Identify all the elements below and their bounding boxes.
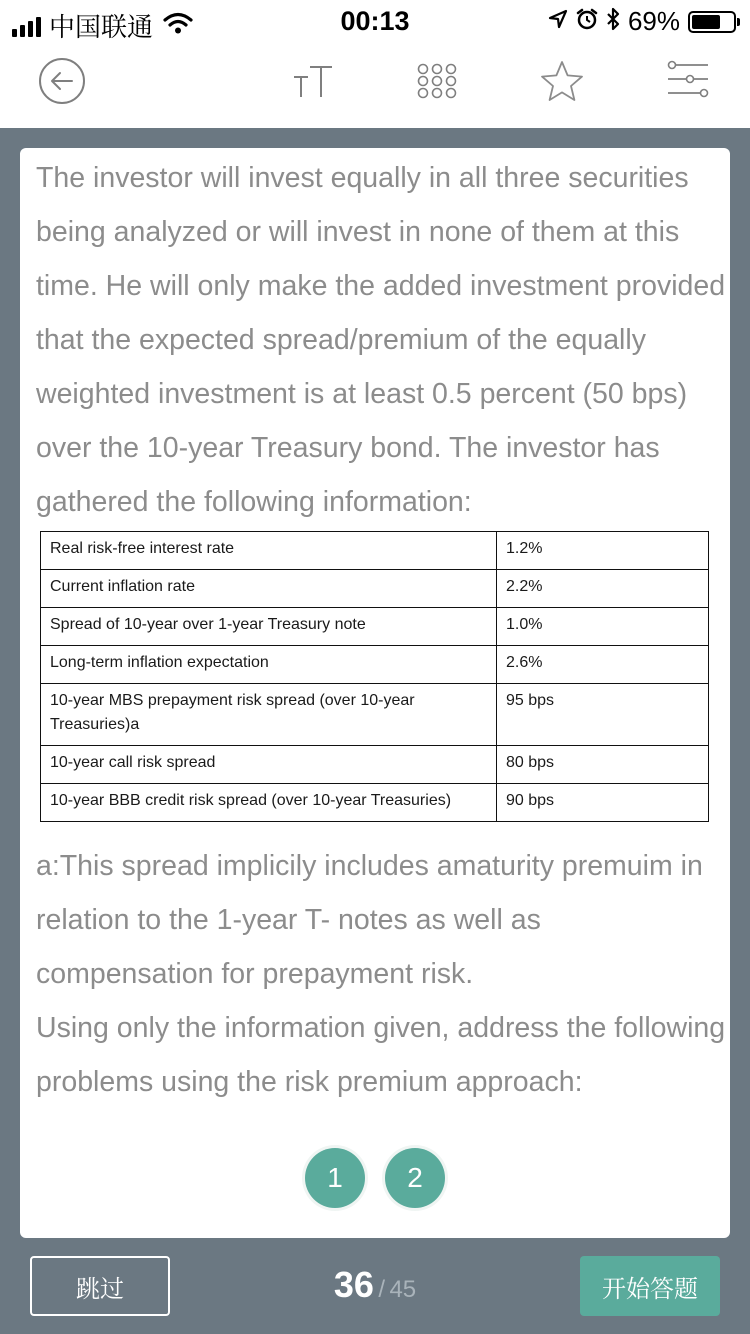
toolbar xyxy=(0,48,750,112)
bottom-bar xyxy=(0,1238,750,1334)
info-table xyxy=(40,531,709,822)
question-footer xyxy=(36,839,726,1109)
table-cell-label: Real risk-free interest rate xyxy=(41,532,497,570)
status-bar xyxy=(0,0,750,42)
back-arrow-icon[interactable] xyxy=(36,56,88,106)
sub-question-2-button[interactable]: 2 xyxy=(385,1148,445,1208)
location-icon xyxy=(548,9,568,34)
table-cell-label: 10-year call risk spread xyxy=(41,746,497,784)
skip-button[interactable]: 跳过 xyxy=(30,1256,170,1316)
table-cell-value: 80 bps xyxy=(497,746,709,784)
table-cell-value: 2.2% xyxy=(497,570,709,608)
page-separator: / xyxy=(378,1276,385,1303)
table-cell-label: 10-year BBB credit risk spread (over 10-year Treasuries) xyxy=(41,784,497,822)
question-card[interactable] xyxy=(20,148,730,1238)
table-cell-label: Current inflation rate xyxy=(41,570,497,608)
sub-question-1-button[interactable]: 1 xyxy=(305,1148,365,1208)
table-cell-value: 95 bps xyxy=(497,684,709,746)
star-icon[interactable] xyxy=(538,56,586,106)
table-row xyxy=(41,608,709,646)
table-row xyxy=(41,684,709,746)
top-area xyxy=(0,0,750,128)
table-row xyxy=(41,746,709,784)
table-cell-label: Spread of 10-year over 1-year Treasury note xyxy=(41,608,497,646)
battery-icon xyxy=(688,11,736,33)
table-cell-label: Long-term inflation expectation xyxy=(41,646,497,684)
table-row xyxy=(41,646,709,684)
table-row xyxy=(41,532,709,570)
question-instruction: Using only the information given, address the following problems using the risk premium approach: xyxy=(36,1012,726,1098)
carrier-name: 中国联通 xyxy=(49,12,154,42)
settings-sliders-icon[interactable] xyxy=(664,56,712,106)
font-size-icon[interactable] xyxy=(288,56,336,106)
table-cell-value: 1.2% xyxy=(497,532,709,570)
table-row xyxy=(41,784,709,822)
table-cell-value: 90 bps xyxy=(497,784,709,822)
table-footnote: a:This spread implicily includes amaturity premuim in relation to the 1-year T- notes as well as compensation for prepayment risk. xyxy=(36,850,703,990)
current-page: 36 xyxy=(333,1264,374,1305)
battery-percent: 69% xyxy=(627,6,680,36)
table-cell-value: 2.6% xyxy=(497,646,709,684)
alarm-icon xyxy=(576,8,598,35)
grid-icon[interactable] xyxy=(414,56,460,106)
total-pages: 45 xyxy=(389,1276,417,1303)
sub-question-list xyxy=(305,1148,445,1208)
start-answering-button[interactable]: 开始答题 xyxy=(580,1256,720,1316)
table-cell-value: 1.0% xyxy=(497,608,709,646)
clock: 00:13 xyxy=(340,6,410,36)
bluetooth-icon xyxy=(606,7,620,36)
table-row xyxy=(41,570,709,608)
table-cell-label: 10-year MBS prepayment risk spread (over 10-year Treasuries)a xyxy=(41,684,497,746)
question-intro: The investor will invest equally in all three securities being analyzed or will invest in none of them at this time. He will only make the added investment provided that the expected spread/premium of the equally weighted investment is at least 0.5 percent (50 bps) over the 10-year Treasury bond. The investor has gathered the following information: xyxy=(36,162,726,518)
